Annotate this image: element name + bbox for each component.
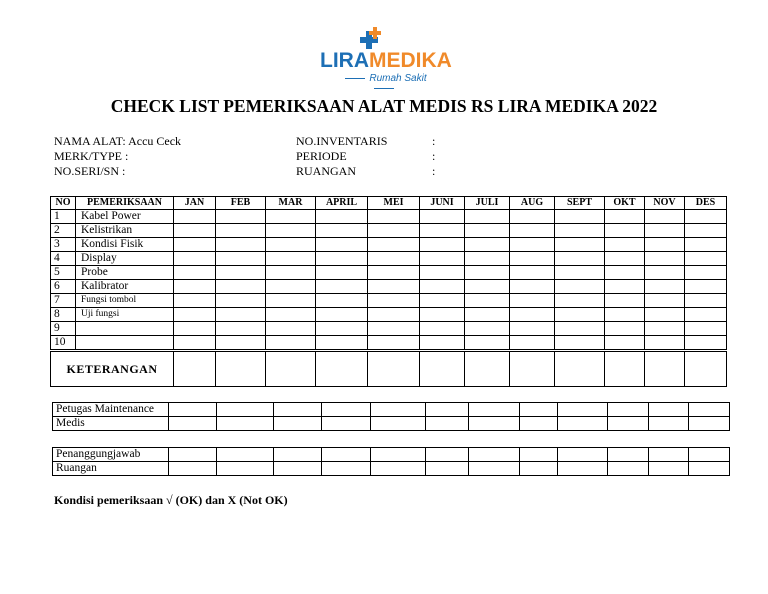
- signature-cell[interactable]: [216, 417, 273, 431]
- keterangan-row: [51, 351, 727, 387]
- maintenance-signature-table: [52, 402, 730, 431]
- signature-cell[interactable]: [607, 403, 648, 417]
- month-check-cell[interactable]: [174, 252, 216, 266]
- month-check-cell[interactable]: [510, 280, 555, 294]
- row-number: 1: [51, 210, 76, 224]
- month-check-cell[interactable]: [465, 336, 510, 351]
- month-check-cell[interactable]: [555, 238, 605, 252]
- month-check-cell[interactable]: [555, 210, 605, 224]
- month-check-cell[interactable]: [510, 294, 555, 308]
- month-check-cell[interactable]: [216, 224, 266, 238]
- keterangan-cell[interactable]: [685, 351, 727, 387]
- month-check-cell[interactable]: [605, 336, 645, 351]
- month-check-cell[interactable]: [368, 294, 420, 308]
- month-check-cell[interactable]: [645, 308, 685, 322]
- no-seri-label: NO.SERI/SN :: [54, 164, 126, 178]
- month-check-cell[interactable]: [465, 280, 510, 294]
- signature-cell[interactable]: [689, 403, 730, 417]
- month-check-cell[interactable]: [645, 210, 685, 224]
- keterangan-cell[interactable]: [555, 351, 605, 387]
- month-check-cell[interactable]: [605, 280, 645, 294]
- table-row: [51, 308, 727, 322]
- month-check-cell[interactable]: [465, 294, 510, 308]
- month-check-cell[interactable]: [465, 252, 510, 266]
- signature-cell[interactable]: [371, 448, 426, 462]
- table-row: [51, 280, 727, 294]
- month-check-cell[interactable]: [316, 224, 368, 238]
- signature-cell[interactable]: [689, 448, 730, 462]
- signature-cell[interactable]: [689, 462, 730, 476]
- signature-cell[interactable]: [273, 462, 322, 476]
- month-check-cell[interactable]: [216, 308, 266, 322]
- keterangan-cell[interactable]: [316, 351, 368, 387]
- month-check-cell[interactable]: [555, 252, 605, 266]
- signature-cell[interactable]: [607, 462, 648, 476]
- row-number: 7: [51, 294, 76, 308]
- pemeriksaan-item: Uji fungsi: [76, 308, 174, 322]
- signature-cell[interactable]: [168, 462, 216, 476]
- month-check-cell[interactable]: [685, 322, 727, 336]
- pemeriksaan-item: Probe: [76, 266, 174, 280]
- keterangan-label: KETERANGAN: [51, 351, 174, 387]
- month-check-cell[interactable]: [685, 252, 727, 266]
- signature-cell[interactable]: [648, 448, 689, 462]
- signature-cell[interactable]: [558, 448, 608, 462]
- row-number: 4: [51, 252, 76, 266]
- signature-cell[interactable]: [558, 462, 608, 476]
- signature-label: Petugas Maintenance: [53, 403, 169, 417]
- signature-cell[interactable]: [371, 417, 426, 431]
- column-header: FEB: [216, 197, 266, 210]
- month-check-cell[interactable]: [216, 210, 266, 224]
- month-check-cell[interactable]: [465, 238, 510, 252]
- month-check-cell[interactable]: [685, 280, 727, 294]
- month-check-cell[interactable]: [316, 336, 368, 351]
- logo-tagline: Rumah Sakit: [328, 74, 440, 94]
- signature-cell[interactable]: [558, 417, 608, 431]
- keterangan-cell[interactable]: [266, 351, 316, 387]
- month-check-cell[interactable]: [645, 266, 685, 280]
- month-check-cell[interactable]: [645, 336, 685, 351]
- signature-row: [53, 403, 730, 417]
- checklist-table: [50, 196, 727, 387]
- month-check-cell[interactable]: [316, 308, 368, 322]
- column-header: AUG: [510, 197, 555, 210]
- row-number: 9: [51, 322, 76, 336]
- row-number: 6: [51, 280, 76, 294]
- month-check-cell[interactable]: [555, 294, 605, 308]
- month-check-cell[interactable]: [605, 210, 645, 224]
- month-check-cell[interactable]: [645, 280, 685, 294]
- signature-cell[interactable]: [689, 417, 730, 431]
- signature-cell[interactable]: [168, 403, 216, 417]
- month-check-cell[interactable]: [174, 266, 216, 280]
- pemeriksaan-item: Kelistrikan: [76, 224, 174, 238]
- month-check-cell[interactable]: [216, 266, 266, 280]
- month-check-cell[interactable]: [605, 322, 645, 336]
- pj-ruangan-signature-table: [52, 447, 730, 476]
- keterangan-cell[interactable]: [216, 351, 266, 387]
- signature-row: [53, 417, 730, 431]
- table-row: [51, 322, 727, 336]
- month-check-cell[interactable]: [266, 322, 316, 336]
- signature-cell[interactable]: [216, 403, 273, 417]
- month-check-cell[interactable]: [368, 308, 420, 322]
- month-check-cell[interactable]: [368, 238, 420, 252]
- column-header: APRIL: [316, 197, 368, 210]
- month-check-cell[interactable]: [605, 238, 645, 252]
- month-check-cell[interactable]: [645, 252, 685, 266]
- month-check-cell[interactable]: [465, 322, 510, 336]
- month-check-cell[interactable]: [420, 224, 465, 238]
- keterangan-cell[interactable]: [368, 351, 420, 387]
- keterangan-cell[interactable]: [174, 351, 216, 387]
- column-header: DES: [685, 197, 727, 210]
- keterangan-cell[interactable]: [465, 351, 510, 387]
- table-row: [51, 336, 727, 351]
- signature-cell[interactable]: [519, 417, 558, 431]
- signature-cell[interactable]: [426, 417, 469, 431]
- month-check-cell[interactable]: [174, 238, 216, 252]
- month-check-cell[interactable]: [555, 266, 605, 280]
- signature-cell[interactable]: [322, 448, 371, 462]
- month-check-cell[interactable]: [316, 210, 368, 224]
- month-check-cell[interactable]: [645, 322, 685, 336]
- signature-cell[interactable]: [273, 403, 322, 417]
- month-check-cell[interactable]: [605, 252, 645, 266]
- month-check-cell[interactable]: [510, 210, 555, 224]
- month-check-cell[interactable]: [510, 252, 555, 266]
- month-check-cell[interactable]: [420, 280, 465, 294]
- month-check-cell[interactable]: [368, 252, 420, 266]
- signature-cell[interactable]: [322, 417, 371, 431]
- table-row: [51, 266, 727, 280]
- keterangan-cell[interactable]: [605, 351, 645, 387]
- month-check-cell[interactable]: [555, 308, 605, 322]
- signature-cell[interactable]: [322, 462, 371, 476]
- signature-cell[interactable]: [322, 403, 371, 417]
- month-check-cell[interactable]: [645, 224, 685, 238]
- month-check-cell[interactable]: [420, 210, 465, 224]
- month-check-cell[interactable]: [316, 322, 368, 336]
- table-row: [51, 224, 727, 238]
- signature-cell[interactable]: [216, 462, 273, 476]
- month-check-cell[interactable]: [316, 266, 368, 280]
- month-check-cell[interactable]: [174, 336, 216, 351]
- month-check-cell[interactable]: [266, 252, 316, 266]
- signature-cell[interactable]: [426, 403, 469, 417]
- month-check-cell[interactable]: [555, 224, 605, 238]
- month-check-cell[interactable]: [316, 294, 368, 308]
- row-number: 2: [51, 224, 76, 238]
- column-header: SEPT: [555, 197, 605, 210]
- hospital-logo: [318, 26, 452, 86]
- column-header: JUNI: [420, 197, 465, 210]
- month-check-cell[interactable]: [555, 280, 605, 294]
- month-check-cell[interactable]: [266, 238, 316, 252]
- month-check-cell[interactable]: [555, 322, 605, 336]
- signature-cell[interactable]: [168, 448, 216, 462]
- signature-cell[interactable]: [558, 403, 608, 417]
- pemeriksaan-item: [76, 322, 174, 336]
- row-number: 5: [51, 266, 76, 280]
- month-check-cell[interactable]: [465, 266, 510, 280]
- month-check-cell[interactable]: [266, 308, 316, 322]
- signature-row: [53, 462, 730, 476]
- month-check-cell[interactable]: [266, 224, 316, 238]
- month-check-cell[interactable]: [216, 322, 266, 336]
- document-title: CHECK LIST PEMERIKSAAN ALAT MEDIS RS LIRA MEDIKA 2022: [110, 96, 658, 116]
- month-check-cell[interactable]: [316, 238, 368, 252]
- merk-type-label: MERK/TYPE :: [54, 149, 129, 163]
- logo-wordmark: [320, 50, 452, 71]
- month-check-cell[interactable]: [420, 266, 465, 280]
- ruangan-label: RUANGAN: [296, 164, 356, 178]
- logo-lira: LIRA: [320, 49, 369, 72]
- row-number: 8: [51, 308, 76, 322]
- signature-cell[interactable]: [519, 403, 558, 417]
- month-check-cell[interactable]: [174, 308, 216, 322]
- month-check-cell[interactable]: [174, 210, 216, 224]
- column-header: PEMERIKSAAN: [76, 197, 174, 210]
- month-check-cell[interactable]: [685, 308, 727, 322]
- month-check-cell[interactable]: [510, 224, 555, 238]
- table-header-row: [51, 197, 727, 210]
- month-check-cell[interactable]: [266, 336, 316, 351]
- month-check-cell[interactable]: [605, 294, 645, 308]
- nama-alat-label: NAMA ALAT: Accu Ceck: [54, 134, 182, 148]
- month-check-cell[interactable]: [420, 252, 465, 266]
- condition-note: Kondisi pemeriksaan √ (OK) dan X (Not OK): [54, 493, 288, 507]
- table-row: [51, 252, 727, 266]
- month-check-cell[interactable]: [645, 238, 685, 252]
- month-check-cell[interactable]: [174, 224, 216, 238]
- column-header: MEI: [368, 197, 420, 210]
- month-check-cell[interactable]: [174, 322, 216, 336]
- keterangan-cell[interactable]: [420, 351, 465, 387]
- signature-label: Ruangan: [53, 462, 169, 476]
- logo-medika: MEDIKA: [369, 49, 452, 72]
- month-check-cell[interactable]: [510, 336, 555, 351]
- signature-cell[interactable]: [519, 462, 558, 476]
- signature-cell[interactable]: [607, 448, 648, 462]
- month-check-cell[interactable]: [316, 252, 368, 266]
- periode-colon: :: [432, 149, 436, 163]
- month-check-cell[interactable]: [465, 308, 510, 322]
- month-check-cell[interactable]: [420, 322, 465, 336]
- signature-cell[interactable]: [519, 448, 558, 462]
- signature-cell[interactable]: [468, 448, 519, 462]
- column-header: JULI: [465, 197, 510, 210]
- month-check-cell[interactable]: [174, 294, 216, 308]
- month-check-cell[interactable]: [685, 266, 727, 280]
- pemeriksaan-item: [76, 336, 174, 351]
- pemeriksaan-item: Kalibrator: [76, 280, 174, 294]
- column-header: MAR: [266, 197, 316, 210]
- signature-cell[interactable]: [216, 448, 273, 462]
- month-check-cell[interactable]: [368, 224, 420, 238]
- signature-cell[interactable]: [168, 417, 216, 431]
- signature-cell[interactable]: [426, 448, 469, 462]
- month-check-cell[interactable]: [368, 336, 420, 351]
- signature-label: Penanggungjawab: [53, 448, 169, 462]
- month-check-cell[interactable]: [420, 294, 465, 308]
- signature-cell[interactable]: [648, 462, 689, 476]
- month-check-cell[interactable]: [420, 308, 465, 322]
- info-colon-block: [432, 134, 435, 179]
- month-check-cell[interactable]: [510, 308, 555, 322]
- month-check-cell[interactable]: [645, 294, 685, 308]
- month-check-cell[interactable]: [216, 280, 266, 294]
- column-header: JAN: [174, 197, 216, 210]
- month-check-cell[interactable]: [266, 294, 316, 308]
- month-check-cell[interactable]: [266, 280, 316, 294]
- month-check-cell[interactable]: [216, 252, 266, 266]
- table-row: [51, 238, 727, 252]
- no-inventaris-label: NO.INVENTARIS: [296, 134, 388, 148]
- row-number: 10: [51, 336, 76, 351]
- signature-cell[interactable]: [468, 462, 519, 476]
- periode-label: PERIODE: [296, 149, 347, 163]
- month-check-cell[interactable]: [368, 280, 420, 294]
- month-check-cell[interactable]: [555, 336, 605, 351]
- month-check-cell[interactable]: [368, 266, 420, 280]
- month-check-cell[interactable]: [685, 294, 727, 308]
- column-header: NO: [51, 197, 76, 210]
- month-check-cell[interactable]: [465, 224, 510, 238]
- signature-label: Medis: [53, 417, 169, 431]
- month-check-cell[interactable]: [685, 210, 727, 224]
- pemeriksaan-item: Kabel Power: [76, 210, 174, 224]
- column-header: NOV: [645, 197, 685, 210]
- signature-cell[interactable]: [648, 403, 689, 417]
- month-check-cell[interactable]: [510, 238, 555, 252]
- month-check-cell[interactable]: [266, 210, 316, 224]
- row-number: 3: [51, 238, 76, 252]
- signature-cell[interactable]: [648, 417, 689, 431]
- month-check-cell[interactable]: [510, 266, 555, 280]
- month-check-cell[interactable]: [368, 210, 420, 224]
- column-header: OKT: [605, 197, 645, 210]
- month-check-cell[interactable]: [605, 224, 645, 238]
- month-check-cell[interactable]: [685, 238, 727, 252]
- table-row: [51, 294, 727, 308]
- month-check-cell[interactable]: [316, 280, 368, 294]
- month-check-cell[interactable]: [685, 224, 727, 238]
- signature-cell[interactable]: [426, 462, 469, 476]
- pemeriksaan-item: Fungsi tombol: [76, 294, 174, 308]
- pemeriksaan-item: Kondisi Fisik: [76, 238, 174, 252]
- signature-cell[interactable]: [371, 403, 426, 417]
- month-check-cell[interactable]: [216, 294, 266, 308]
- signature-cell[interactable]: [371, 462, 426, 476]
- month-check-cell[interactable]: [420, 336, 465, 351]
- month-check-cell[interactable]: [266, 266, 316, 280]
- signature-row: [53, 448, 730, 462]
- month-check-cell[interactable]: [174, 280, 216, 294]
- signature-cell[interactable]: [273, 448, 322, 462]
- keterangan-cell[interactable]: [510, 351, 555, 387]
- month-check-cell[interactable]: [420, 238, 465, 252]
- info-left-block: [54, 134, 181, 179]
- month-check-cell[interactable]: [368, 322, 420, 336]
- month-check-cell[interactable]: [465, 210, 510, 224]
- month-check-cell[interactable]: [605, 308, 645, 322]
- month-check-cell[interactable]: [685, 336, 727, 351]
- signature-cell[interactable]: [607, 417, 648, 431]
- pemeriksaan-item: Display: [76, 252, 174, 266]
- info-mid-block: [296, 134, 387, 179]
- keterangan-cell[interactable]: [645, 351, 685, 387]
- signature-cell[interactable]: [468, 417, 519, 431]
- month-check-cell[interactable]: [216, 336, 266, 351]
- signature-cell[interactable]: [468, 403, 519, 417]
- month-check-cell[interactable]: [605, 266, 645, 280]
- month-check-cell[interactable]: [510, 322, 555, 336]
- month-check-cell[interactable]: [216, 238, 266, 252]
- ruangan-colon: :: [432, 164, 436, 178]
- no-inventaris-colon: :: [432, 134, 436, 148]
- signature-cell[interactable]: [273, 417, 322, 431]
- table-row: [51, 210, 727, 224]
